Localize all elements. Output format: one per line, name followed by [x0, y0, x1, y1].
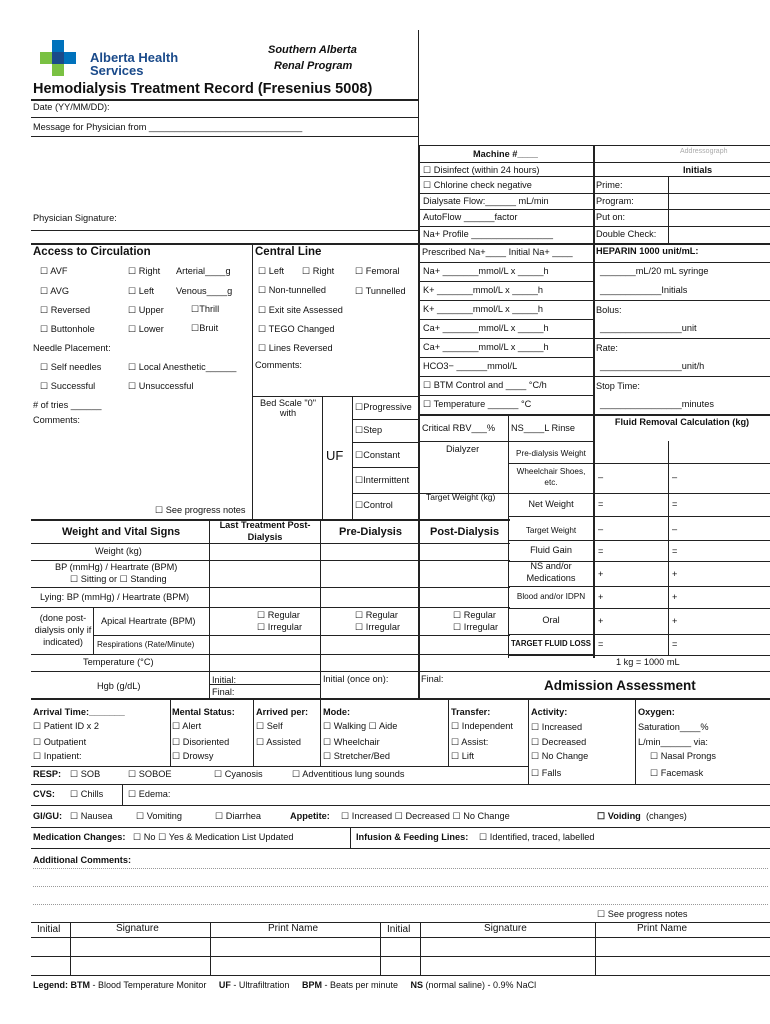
fluid-col1-op: = [598, 639, 604, 649]
ca-mmol-1[interactable]: Ca+ _______mmol/L x _____h [423, 323, 549, 333]
independent-check[interactable]: ☐ Independent [451, 721, 513, 731]
access-left-check[interactable]: ☐ Left [128, 286, 155, 296]
see-progress-notes-check[interactable]: ☐ See progress notes [597, 909, 688, 919]
fluid-col1-op: + [598, 592, 604, 602]
buttonhole-check[interactable]: ☐ Buttonhole [40, 324, 95, 334]
lower-check[interactable]: ☐ Lower [128, 324, 164, 334]
fluid-col2-op: = [672, 639, 678, 649]
mental-status-label: Mental Status: [172, 707, 235, 717]
assist-check[interactable]: ☐ Assist: [451, 737, 489, 747]
fluid-col2-op: + [672, 592, 678, 602]
initials-put-on[interactable]: Put on: [596, 212, 626, 222]
oxygen-label: Oxygen: [638, 707, 675, 717]
avf-check[interactable]: ☐ AVF [40, 266, 68, 276]
legend-btm: BTM [70, 980, 91, 990]
successful-check[interactable]: ☐ Successful [40, 381, 96, 391]
stretcher-check[interactable]: ☐ Stretcher/Bed [323, 751, 390, 761]
resp-label: RESP: [33, 769, 62, 779]
vitals-heading: Weight and Vital Signs [62, 526, 181, 538]
heparin-bolus[interactable]: Bolus: [596, 305, 622, 315]
additional-comments-label: Additional Comments: [33, 855, 131, 865]
fluid-oral: Oral [542, 615, 560, 625]
date-field[interactable]: Date (YY/MM/DD): [33, 102, 110, 112]
inpatient-check[interactable]: ☐ Inpatient: [33, 751, 82, 761]
admission-heading: Admission Assessment [544, 678, 696, 693]
arrived-per-label: Arrived per: [256, 707, 309, 717]
facemask-check[interactable]: ☐ Facemask [650, 768, 704, 778]
legend-ns: NS [410, 980, 424, 990]
access-comments[interactable]: Comments: [33, 415, 80, 425]
arrived-assisted-check[interactable]: ☐ Assisted [256, 737, 302, 747]
exit-site-check[interactable]: ☐ Exit site Assessed [258, 305, 343, 315]
fluid-ns-meds: NS and/or Medications [526, 561, 576, 583]
fluid-pre-weight: Pre-dialysis Weight [516, 449, 586, 458]
patient-id-check[interactable]: ☐ Patient ID x 2 [33, 721, 99, 731]
progressive-check[interactable]: ☐Progressive [355, 402, 412, 412]
falls-check[interactable]: ☐ Falls [531, 768, 562, 778]
voiding-check[interactable]: ☐ Voiding [597, 811, 641, 821]
nausea-check[interactable]: ☐ Nausea [70, 811, 113, 821]
heparin-syringe[interactable]: _______mL/20 mL syringe [600, 266, 709, 276]
infusion-options[interactable]: ☐ Identified, traced, labelled [479, 832, 595, 842]
transfer-label: Transfer: [451, 707, 491, 717]
intermittent-check[interactable]: ☐Intermittent [355, 475, 410, 485]
central-line-heading: Central Line [255, 246, 322, 258]
bruit-check[interactable]: ☐Bruit [191, 323, 219, 333]
heparin-rate[interactable]: Rate: [596, 343, 618, 353]
chlorine-check[interactable]: ☐ Chlorine check negative [423, 180, 532, 190]
fluid-blood-idpn: Blood and/or IDPN [516, 592, 586, 601]
btm-control-check[interactable]: ☐ BTM Control and ____ °C/h [423, 380, 547, 390]
infusion-label: Infusion & Feeding Lines: [356, 832, 469, 842]
medication-options[interactable]: ☐ No ☐ Yes & Medication List Updated [133, 832, 294, 842]
temperature-check[interactable]: ☐ Temperature ______ °C [423, 399, 532, 409]
target-fluid-loss: TARGET FLUID LOSS [511, 639, 591, 648]
activity-label: Activity: [531, 707, 568, 717]
adventitious-check[interactable]: ☐ Adventitious lung sounds [292, 769, 405, 779]
org-name-line1: Alberta Health [90, 50, 179, 65]
lines-reversed-check[interactable]: ☐ Lines Reversed [258, 343, 333, 353]
initials-program[interactable]: Program: [596, 196, 634, 206]
bp-label: BP (mmHg) / Heartrate (BPM) [55, 562, 178, 572]
heparin-stop-time[interactable]: Stop Time: [596, 381, 640, 391]
soboe-check[interactable]: ☐ SOBOE [128, 769, 172, 779]
k-mmol-1[interactable]: K+ _______mmol/L x _____h [423, 285, 543, 295]
drowsy-check[interactable]: ☐ Drowsy [172, 751, 214, 761]
constant-check[interactable]: ☐Constant [355, 450, 401, 460]
upper-check[interactable]: ☐ Upper [128, 305, 164, 315]
fluid-gain: Fluid Gain [530, 545, 572, 555]
control-check[interactable]: ☐Control [355, 500, 393, 510]
fluid-col1-op: + [598, 616, 604, 626]
respirations-label: Respirations (Rate/Minute) [97, 640, 195, 649]
legend-uf: UF [218, 980, 231, 990]
initials-prime[interactable]: Prime: [596, 180, 623, 190]
alberta-health-logo-icon [40, 40, 84, 78]
fluid-col1-op: + [598, 569, 604, 579]
last-treatment-heading: Last Treatment Post-Dialysis [219, 520, 311, 542]
machine-number[interactable]: Machine #____ [473, 149, 538, 159]
legend [33, 980, 536, 990]
post-regular-check[interactable]: ☐ Regular [355, 610, 398, 620]
message-for-physician[interactable]: Message for Physician from ______________________________ [33, 122, 303, 132]
reversed-check[interactable]: ☐ Reversed [40, 305, 91, 315]
step-check[interactable]: ☐Step [355, 425, 383, 435]
heparin-initials[interactable]: ____________Initials [600, 285, 688, 295]
no-change-check[interactable]: ☐ No Change [531, 751, 589, 761]
fluid-wheelchair: Wheelchair Shoes, etc. [516, 467, 586, 487]
dialysate-flow[interactable]: Dialysate Flow:______ mL/min [423, 196, 549, 206]
post-dialysis-heading: Post-Dialysis [430, 526, 500, 538]
heparin-bolus-unit[interactable]: ________________unit [600, 323, 697, 333]
fluid-col2-op: = [672, 499, 678, 509]
print-name-header-2: Print Name [637, 923, 688, 934]
mode-label: Mode: [323, 707, 351, 717]
fluid-col2-op: – [672, 472, 678, 482]
target-weight-kg[interactable]: Target Weight (kg) [426, 492, 496, 502]
addressograph-label: Addressograph [680, 148, 728, 155]
legend-btm-text: - Blood Temperature Monitor [90, 980, 207, 990]
fluid-target-weight: Target Weight [525, 526, 577, 535]
tunnelled-check[interactable]: ☐ Tunnelled [355, 286, 406, 296]
legend-uf-text: - Ultrafiltration [230, 980, 290, 990]
post-irregular-check[interactable]: ☐ Irregular [355, 622, 400, 632]
disoriented-check[interactable]: ☐ Disoriented [172, 737, 230, 747]
print-name-header: Print Name [268, 923, 319, 934]
central-left-check[interactable]: ☐ Left [258, 266, 285, 276]
wheelchair-check[interactable]: ☐ Wheelchair [323, 737, 380, 747]
fluid-removal-heading: Fluid Removal Calculation (kg) [614, 417, 750, 427]
signature-initial-header: Initial [37, 924, 61, 935]
femoral-check[interactable]: ☐ Femoral [355, 266, 400, 276]
heparin-heading: HEPARIN 1000 unit/mL: [596, 246, 699, 256]
initial-once-on[interactable]: Initial (once on): [323, 674, 389, 684]
hgb-label: Hgb (g/dL) [97, 681, 141, 691]
pre-regular-check[interactable]: ☐ Regular [257, 610, 300, 620]
heparin-minutes[interactable]: ________________minutes [600, 399, 714, 409]
alert-check[interactable]: ☐ Alert [172, 721, 202, 731]
needle-placement: Needle Placement: [33, 343, 111, 353]
heparin-rate-unit[interactable]: ________________unit/h [600, 361, 705, 371]
pre-irregular-check[interactable]: ☐ Irregular [257, 622, 302, 632]
chills-check[interactable]: ☐ Chills [70, 789, 104, 799]
autoflow-factor[interactable]: AutoFlow ______factor [423, 212, 518, 222]
k-mmol-2[interactable]: K+ _______mmol/L x _____h [423, 304, 543, 314]
saturation-field[interactable]: Saturation____% [638, 722, 709, 732]
weight-label: Weight (kg) [95, 546, 142, 556]
number-of-tries[interactable]: # of tries ______ [33, 400, 102, 410]
walking-aide-check[interactable]: ☐ Walking ☐ Aide [323, 721, 398, 731]
initials-double-check[interactable]: Double Check: [596, 229, 657, 239]
arterial-gauge[interactable]: Arterial____g [176, 266, 231, 276]
edema-check[interactable]: ☐ Edema: [128, 789, 171, 799]
fluid-col1-op: = [598, 546, 604, 556]
prescribed-na[interactable]: Prescribed Na+____ Initial Na+ ____ [422, 247, 573, 257]
increased-check[interactable]: ☐ Increased [531, 722, 583, 732]
physician-signature[interactable]: Physician Signature: [33, 213, 117, 223]
thrill-check[interactable]: ☐Thrill [191, 304, 220, 314]
appetite-label: Appetite: [290, 811, 330, 821]
non-tunnelled-check[interactable]: ☐ Non-tunnelled [258, 285, 326, 295]
critical-rbv[interactable]: Critical RBV___% [422, 423, 496, 433]
fluid-col2-op: + [672, 569, 678, 579]
sitting-standing-check[interactable]: ☐ Sitting or ☐ Standing [70, 574, 167, 584]
cyanosis-check[interactable]: ☐ Cyanosis [214, 769, 263, 779]
dialyzer-label[interactable]: Dialyzer [446, 444, 480, 454]
lmin-field[interactable]: L/min______ via: [638, 737, 708, 747]
program-line1: Southern Alberta [268, 44, 357, 56]
access-progress-notes[interactable]: ☐ See progress notes [155, 505, 246, 515]
hco3-mmol[interactable]: HCO3− ______mmol/L [423, 361, 518, 371]
na-mmol[interactable]: Na+ _______mmol/L x _____h [423, 266, 549, 276]
signature-initial-header-2: Initial [387, 924, 411, 935]
central-right-check[interactable]: ☐ Right [302, 266, 335, 276]
arrival-time[interactable]: Arrival Time:_______ [33, 707, 125, 717]
legend-bpm: BPM [301, 980, 322, 990]
fluid-col1-op: – [598, 472, 604, 482]
vomiting-check[interactable]: ☐ Vomiting [136, 811, 183, 821]
gi-gu-label: GI/GU: [33, 811, 63, 821]
tego-check[interactable]: ☐ TEGO Changed [258, 324, 335, 334]
program-line2: Renal Program [274, 60, 353, 72]
hgb-final[interactable]: Final: [212, 687, 235, 697]
org-name-line2: Services [90, 63, 144, 78]
central-comments[interactable]: Comments: [255, 360, 302, 370]
hgb-initial[interactable]: Initial: [212, 675, 237, 685]
legend-bpm-text: - Beats per minute [321, 980, 398, 990]
disinfect-check[interactable]: ☐ Disinfect (within 24 hours) [423, 165, 540, 175]
fluid-col2-op: + [672, 616, 678, 626]
unsuccessful-check[interactable]: ☐ Unsuccessful [128, 381, 194, 391]
fluid-col1-op: = [598, 499, 604, 509]
pre-dialysis-heading: Pre-Dialysis [339, 526, 402, 538]
voiding-changes: (changes) [646, 811, 687, 821]
outpatient-check[interactable]: ☐ Outpatient [33, 737, 87, 747]
fluid-net-weight: Net Weight [528, 499, 574, 509]
venous-gauge[interactable]: Venous____g [176, 286, 233, 296]
signature-header-2: Signature [484, 923, 527, 934]
legend-label: Legend: [33, 980, 68, 990]
diarrhea-check[interactable]: ☐ Diarrhea [215, 811, 262, 821]
final-value[interactable]: Final: [421, 674, 444, 684]
bed-scale-label: Bed Scale "0" with [259, 398, 317, 418]
uf-label: UF [326, 448, 344, 463]
cvs-label: CVS: [33, 789, 55, 799]
fluid-col1-op: – [598, 524, 604, 534]
initials-heading: Initials [683, 165, 713, 175]
self-needles-check[interactable]: ☐ Self needles [40, 362, 102, 372]
kg-conversion: 1 kg = 1000 mL [616, 657, 680, 667]
access-heading: Access to Circulation [33, 246, 151, 258]
apical-heartrate-label: Apical Heartrate (BPM) [101, 616, 196, 626]
lying-bp-label: Lying: BP (mmHg) / Heartrate (BPM) [40, 592, 190, 602]
done-post-label: (done post-dialysis only if indicated) [34, 613, 92, 647]
temperature-label: Temperature (°C) [83, 657, 154, 667]
avg-check[interactable]: ☐ AVG [40, 286, 70, 296]
sob-check[interactable]: ☐ SOB [70, 769, 101, 779]
lift-check[interactable]: ☐ Lift [451, 751, 475, 761]
fluid-col2-op: = [672, 546, 678, 556]
nasal-prongs-check[interactable]: ☐ Nasal Prongs [650, 751, 716, 761]
na-profile[interactable]: Na+ Profile ________________ [423, 229, 554, 239]
page-title: Hemodialysis Treatment Record (Fresenius 5008) [33, 81, 373, 97]
local-anesthetic-check[interactable]: ☐ Local Anesthetic______ [128, 362, 237, 372]
decreased-check[interactable]: ☐ Decreased [531, 737, 587, 747]
ca-mmol-2[interactable]: Ca+ _______mmol/L x _____h [423, 342, 549, 352]
arrived-self-check[interactable]: ☐ Self [256, 721, 283, 731]
ns-rinse[interactable]: NS____L Rinse [511, 423, 576, 433]
fluid-col2-op: – [672, 524, 678, 534]
appetite-options[interactable]: ☐ Increased ☐ Decreased ☐ No Change [341, 811, 510, 821]
last-regular-check[interactable]: ☐ Regular [453, 610, 496, 620]
medication-changes-label: Medication Changes: [33, 832, 126, 842]
legend-ns-text: (normal saline) - 0.9% NaCl [423, 980, 537, 990]
access-right-check[interactable]: ☐ Right [128, 266, 161, 276]
last-irregular-check[interactable]: ☐ Irregular [453, 622, 498, 632]
signature-header: Signature [116, 923, 159, 934]
